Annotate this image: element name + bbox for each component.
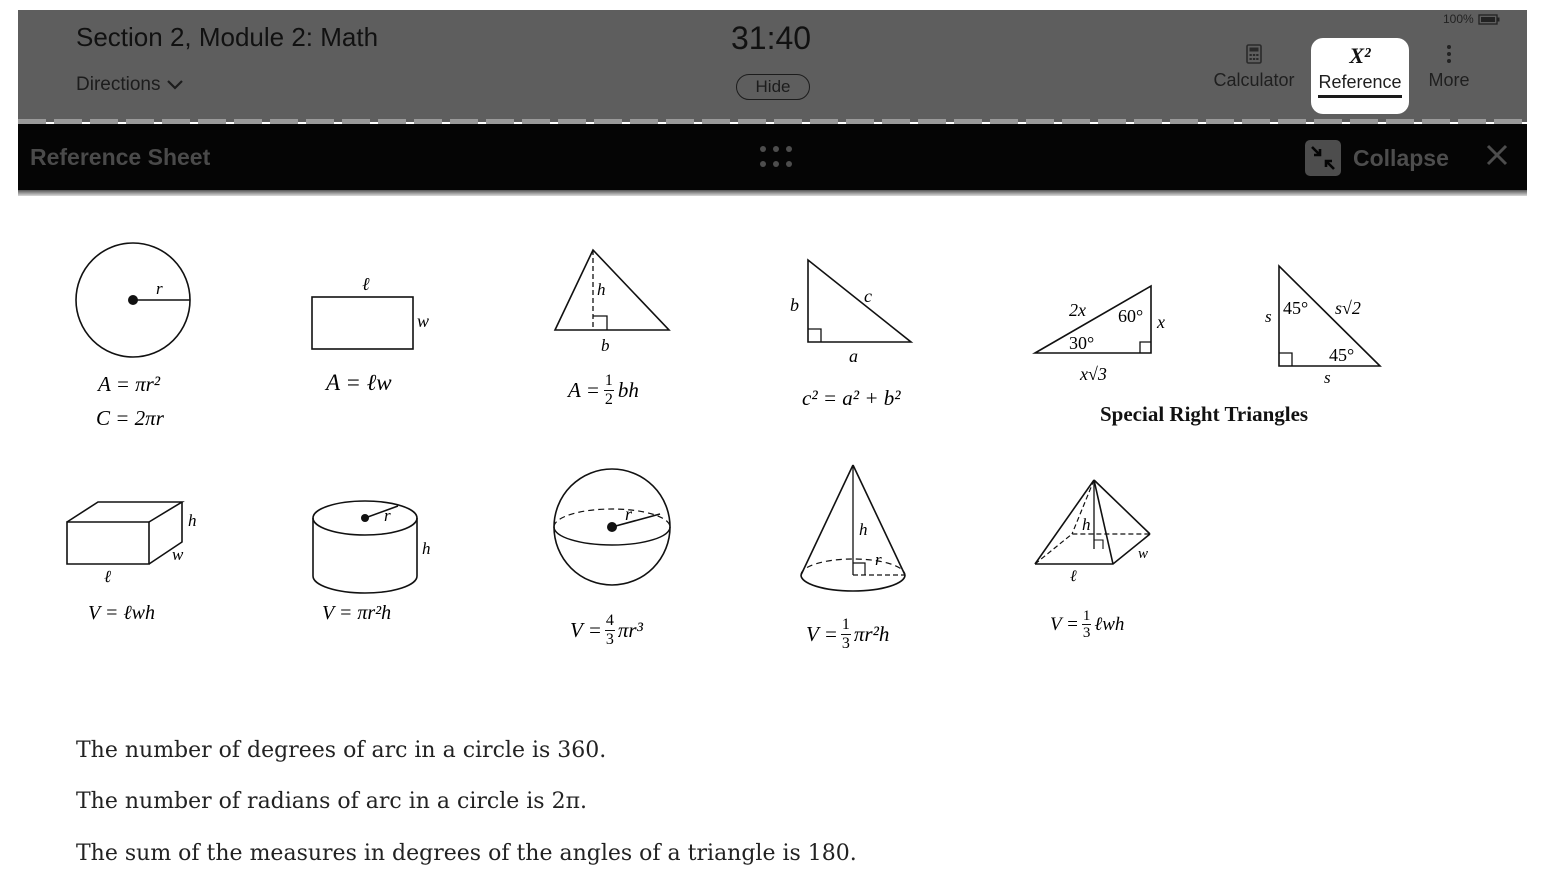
special45-hyp-label: s√2 (1335, 298, 1361, 318)
sphere-vol-suffix: πr³ (617, 618, 643, 642)
figure-cone (790, 460, 920, 665)
sphere-r-label: r (625, 504, 633, 524)
sphere-frac-num: 4 (605, 612, 614, 629)
rectangle-w-label: w (417, 311, 430, 331)
figure-45-45-90 (1260, 258, 1410, 393)
box-diagram (60, 494, 220, 589)
right-triangle-diagram (780, 254, 930, 374)
superscript-x-icon: X² (1349, 43, 1371, 68)
directions-toggle[interactable] (76, 74, 184, 96)
more-vertical-icon (1446, 44, 1452, 64)
cone-h-label: h (859, 520, 868, 539)
triangle-30-60-90-diagram (1026, 278, 1186, 393)
figure-rectangle (300, 268, 450, 408)
panel-shadow (18, 190, 1527, 196)
pyramid-diagram (1026, 474, 1166, 589)
reference-panel-header (18, 124, 1527, 192)
pythagorean-formula: c² = a² + b² (802, 386, 901, 410)
triangle-h-label: h (597, 280, 606, 299)
collapse-label: Collapse (1353, 144, 1449, 171)
hide-timer-button[interactable]: Hide (736, 74, 810, 100)
countdown-timer: 31:40 (731, 20, 812, 56)
special-hyp-label: 2x (1069, 300, 1086, 320)
sphere-volume-formula (570, 612, 643, 649)
more-label: More (1428, 70, 1470, 90)
reference-label: Reference (1318, 72, 1401, 98)
right-triangle-b-label: b (790, 295, 799, 315)
pyramid-vol-suffix: ℓwh (1094, 613, 1125, 635)
triangle-area-formula (568, 372, 639, 409)
calculator-icon (1246, 44, 1262, 64)
figure-pyramid (1026, 474, 1166, 654)
rectangle-l-label: ℓ (362, 274, 370, 294)
special45-top-angle: 45° (1283, 298, 1309, 318)
drag-grip-icon (759, 144, 793, 170)
box-l-label: ℓ (104, 567, 112, 586)
fact-radians: The number of radians of arc in a circle is 2π. (76, 789, 588, 814)
triangle-diagram (550, 244, 680, 359)
pyramid-w-label: w (1138, 546, 1149, 562)
battery-status (1443, 12, 1500, 26)
figure-circle (60, 232, 210, 442)
figure-right-triangle (780, 254, 930, 424)
pyramid-h-label: h (1082, 515, 1091, 534)
box-w-label: w (172, 545, 184, 564)
special45-left-label: s (1265, 307, 1272, 326)
cylinder-h-label: h (422, 539, 431, 558)
calculator-label: Calculator (1213, 70, 1295, 90)
figure-triangle (550, 244, 680, 434)
circle-area-formula: A = πr² (98, 372, 161, 396)
directions-label: Directions (76, 74, 161, 95)
rectangle-area-formula: A = ℓw (326, 370, 392, 395)
cone-frac-num: 1 (841, 616, 850, 633)
sphere-vol-prefix: V = (570, 618, 602, 642)
cone-vol-suffix: πr²h (853, 622, 890, 646)
triangle-b-label: b (601, 336, 610, 355)
box-volume-formula: V = ℓwh (88, 602, 156, 624)
reference-panel-title: Reference Sheet (30, 144, 211, 170)
box-h-label: h (188, 511, 197, 530)
special-right-triangles-caption: Special Right Triangles (1100, 402, 1309, 426)
circle-r-label: r (156, 279, 163, 298)
calculator-tool-button[interactable] (1206, 38, 1302, 91)
cone-diagram (790, 460, 920, 595)
close-panel-button[interactable] (1486, 144, 1508, 171)
triangle-45-45-90-diagram (1260, 258, 1410, 393)
cylinder-volume-formula: V = πr²h (322, 602, 392, 624)
special-long-label: x√3 (1080, 364, 1107, 384)
pyramid-vol-prefix: V = (1050, 613, 1079, 635)
special-30-label: 30° (1069, 333, 1095, 353)
triangle-area-suffix: bh (617, 378, 639, 402)
battery-icon (1478, 14, 1500, 25)
figure-sphere (550, 466, 680, 666)
close-icon (1486, 144, 1508, 166)
right-triangle-a-label: a (849, 346, 858, 366)
pyramid-volume-formula (1050, 608, 1124, 641)
chevron-down-icon (166, 79, 184, 91)
circle-circumference-formula: C = 2πr (96, 406, 164, 430)
triangle-frac-den: 2 (604, 391, 613, 408)
section-title: Section 2, Module 2: Math (76, 22, 379, 52)
cone-volume-formula (806, 616, 889, 653)
cone-vol-prefix: V = (806, 622, 838, 646)
cylinder-r-label: r (384, 506, 391, 525)
cone-frac-den: 3 (841, 635, 850, 652)
circle-diagram (60, 232, 210, 362)
special-x-label: x (1157, 312, 1165, 332)
triangle-frac-num: 1 (604, 372, 613, 389)
special-60-label: 60° (1118, 306, 1144, 326)
triangle-area-prefix: A = (568, 378, 600, 402)
collapse-button[interactable] (1305, 140, 1449, 176)
figure-30-60-90 (1026, 278, 1186, 393)
figure-cylinder (300, 494, 450, 634)
right-triangle-c-label: c (864, 286, 872, 306)
figure-box (60, 494, 220, 634)
sphere-frac-den: 3 (605, 631, 614, 648)
fact-triangle-sum: The sum of the measures in degrees of the angles of a triangle is 180. (76, 841, 857, 866)
collapse-icon (1305, 140, 1341, 176)
pyramid-l-label: ℓ (1070, 568, 1077, 585)
pyramid-frac-den: 3 (1082, 625, 1091, 641)
test-header (18, 10, 1527, 122)
fact-degrees: The number of degrees of arc in a circle is 360. (76, 738, 607, 763)
rectangle-diagram (300, 268, 450, 358)
cylinder-diagram (300, 494, 450, 594)
reference-tool-button[interactable] (1311, 38, 1409, 114)
sphere-diagram (550, 466, 680, 591)
more-tool-button[interactable] (1418, 38, 1480, 91)
special45-right-angle: 45° (1329, 345, 1355, 365)
pyramid-frac-num: 1 (1082, 608, 1091, 624)
drag-handle[interactable] (759, 144, 793, 175)
special45-bottom-label: s (1324, 368, 1331, 387)
cone-r-label: r (875, 550, 882, 569)
battery-percent: 100% (1443, 12, 1474, 26)
